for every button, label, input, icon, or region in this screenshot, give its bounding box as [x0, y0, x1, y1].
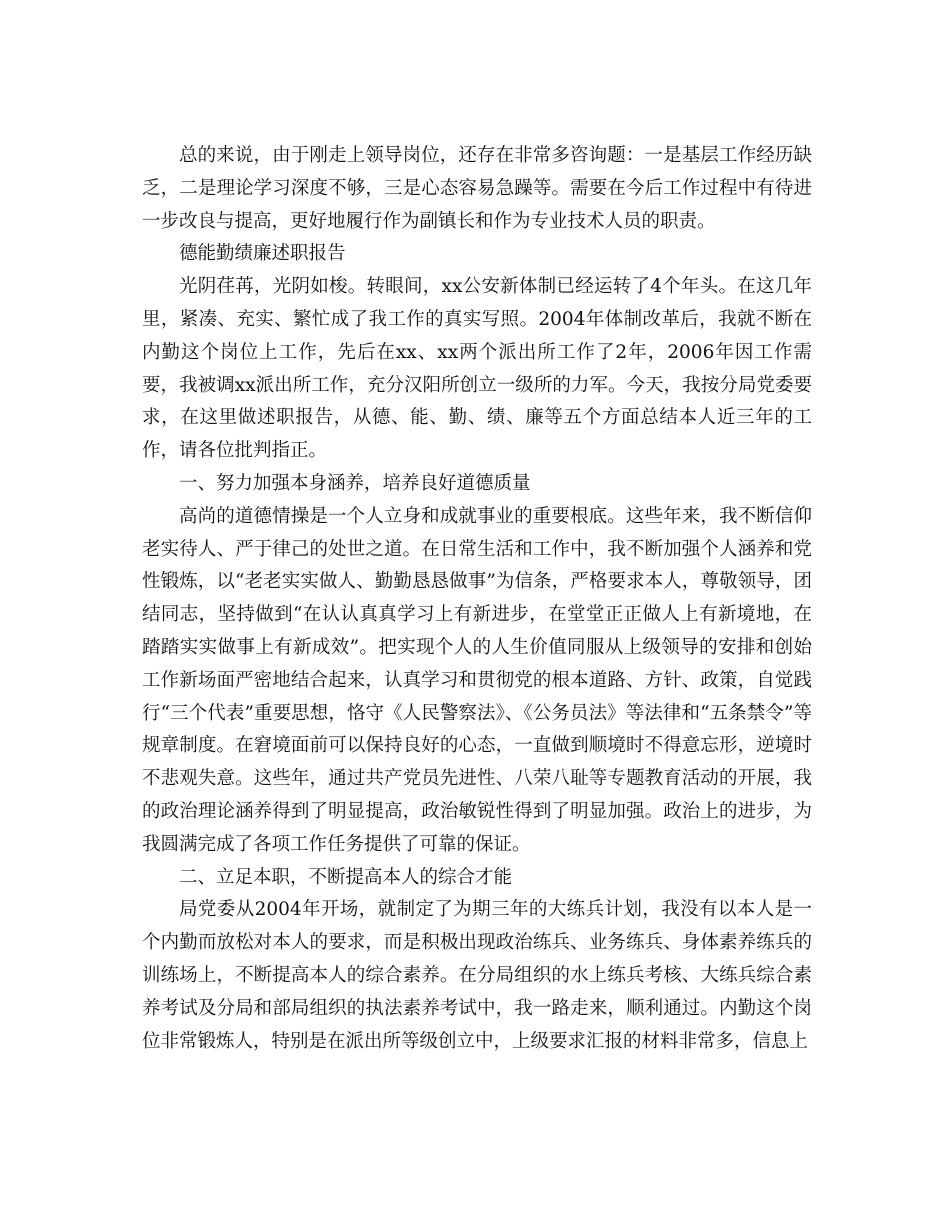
paragraph-intro: 光阴荏苒，光阴如梭。转眼间，xx公安新体制已经运转了4个年头。在这几年里，紧凑、充实、繁忙成了我工作的真实写照。2004年体制改革后，我就不断在内勤这个岗位上工作，先后在xx、xx两个派出所工作了2年，2006年因工作需要，我被调xx派出所工作，充分汉阳所创立一级所的力军。今天，我按分局党委要求，在这里做述职报告，从德、能、勤、绩、廉等五个方面总结本人近三年的工作，请各位批判指正。 [142, 276, 812, 462]
report-title: 德能勤绩廉述职报告 [179, 243, 346, 265]
paragraph-morality: 高尚的道德情操是一个人立身和成就事业的重要根底。这些年来，我不断信仰老实待人、严于律己的处世之道。在日常生活和工作中，我不断加强个人涵养和党性锻炼，以“老老实实做人、勤勤恳恳做事”为信条，严格要求本人，尊敬领导，团结同志，坚持做到“在认认真真学习上有新进步，在堂堂正正做人上有新境地，在踏踏实实做事上有新成效”。把实现个人的人生价值同服从上级领导的安排和创始工作新场面严密地结合起来，认真学习和贯彻党的根本道路、方针、政策，自觉践行“三个代表”重要思想，恪守《人民警察法》、《公务员法》等法律和“五条禁令”等规章制度。在窘境面前可以保持良好的心态，一直做到顺境时不得意忘形，逆境时不悲观失意。这些年，通过共产党员先进性、八荣八耻等专题教育活动的开展，我的政治理论涵养得到了明显提高，政治敏锐性得到了明显加强。政治上的进步，为我圆满完成了各项工作任务提供了可靠的保证。 [142, 505, 812, 855]
section-heading-ability: 二、立足本职，不断提高本人的综合才能 [179, 866, 513, 888]
section-heading-morality: 一、努力加强本身涵养，培养良好道德质量 [179, 472, 531, 494]
paragraph-ability: 局党委从2004年开场，就制定了为期三年的大练兵计划，我没有以本人是一个内勤而放松对本人的要求，而是积极出现政治练兵、业务练兵、身体素养练兵的训练场上，不断提高本人的综合素养。在分局组织的水上练兵考核、大练兵综合素养考试及分局和部局组织的执法素养考试中，我一路走来，顺利通过。内勤这个岗位非常锻炼人，特别是在派出所等级创立中，上级要求汇报的材料非常多，信息上 [142, 899, 812, 1052]
paragraph-summary: 总的来说，由于刚走上领导岗位，还存在非常多咨询题：一是基层工作经历缺乏，二是理论学习深度不够，三是心态容易急躁等。需要在今后工作过程中有待进一步改良与提高，更好地履行作为副镇长和作为专业技术人员的职责。 [142, 145, 812, 232]
document-body [142, 140, 812, 1058]
